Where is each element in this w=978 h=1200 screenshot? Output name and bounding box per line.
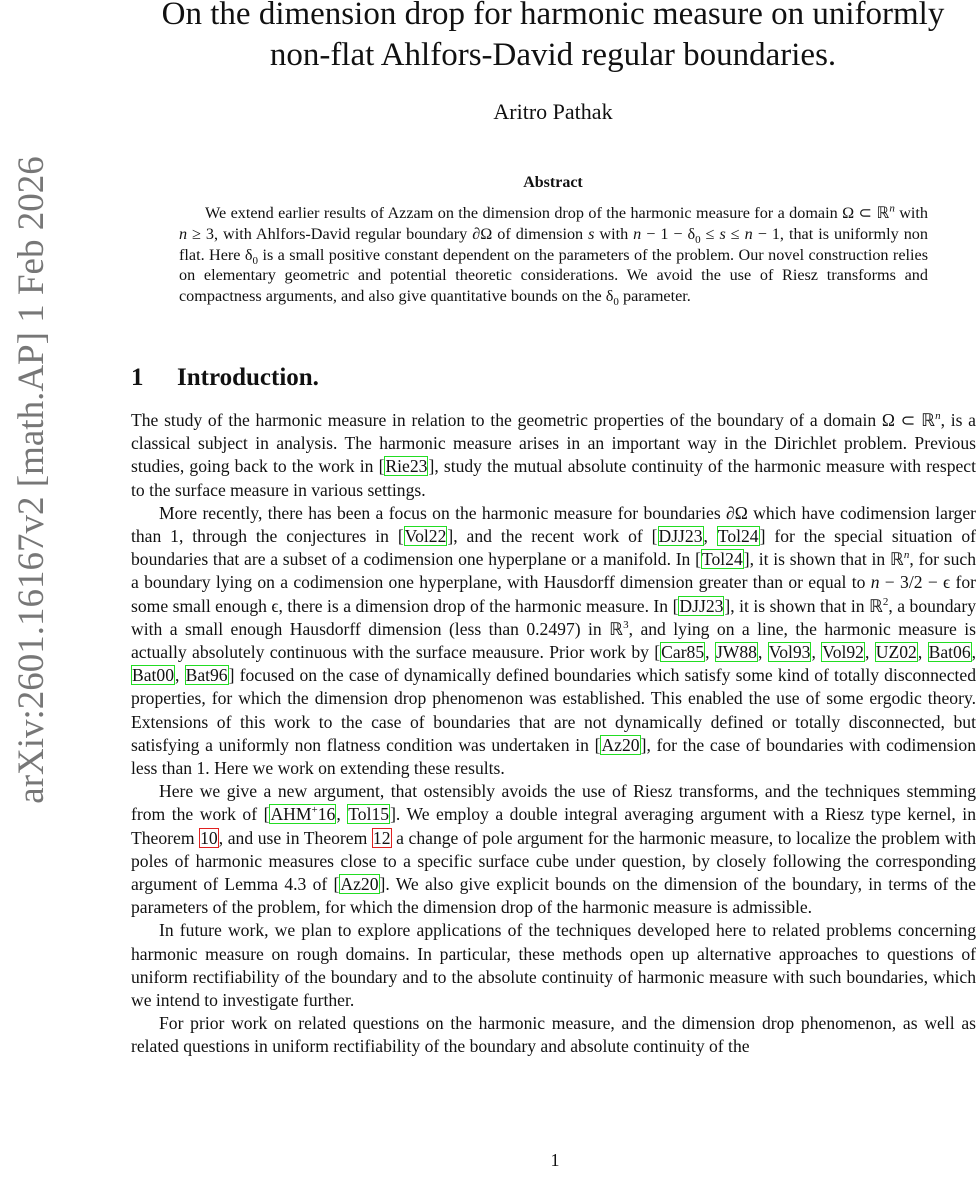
author-name: Aritro Pathak (493, 99, 613, 124)
section-number: 1 (131, 364, 144, 391)
theorem-ref-link[interactable]: 10 (200, 827, 218, 848)
citation-link[interactable]: Vol22 (404, 526, 447, 547)
page-number: 1 (550, 1150, 560, 1170)
title-line-1: On the dimension drop for harmonic measure on uniformly (161, 0, 945, 32)
section-heading (131, 364, 319, 392)
paragraph-3: Here we give a new argument, that ostensibly avoids the use of Riesz transforms, and the techniques stemming from the work of [AHM+16, Tol15]. We employ a double integral averaging argument with a Riesz type kernel, in Theorem 10, and use in Theorem 12 a change of pole argument for the harmonic measure, to localize the problem with poles of harmonic measures close to a specific surface cube under question, by closely following the corresponding argument of Lemma 4.3 of [Az20]. We also give explicit bounds on the dimension of the boundary, in terms of the parameters of the problem, for which the dimension drop of the harmonic measure is admissible. (131, 781, 976, 918)
citation-link[interactable]: UZ02 (875, 642, 917, 663)
citation-link[interactable]: Vol93 (768, 642, 811, 663)
abstract-heading: Abstract (523, 174, 583, 191)
citation-link[interactable]: Rie23 (385, 456, 428, 477)
citation-link[interactable]: Bat00 (132, 665, 175, 686)
arxiv-identifier: arXiv:2601.16167v2 [math.AP] 1 Feb 2026 (11, 156, 52, 804)
citation-link[interactable]: AHM+16 (270, 804, 336, 825)
citation-link[interactable]: DJJ23 (679, 595, 724, 616)
introduction-body (131, 409, 976, 1059)
paragraph-1: The study of the harmonic measure in relation to the geometric properties of the boundary of a domain Ω ⊂ ℝ$^n$, is a classical subject in analysis. The harmonic measure arises in an important way in the Dirichlet problem. Previous studies, going back to the work in [Rie23], study the mutual absolute continuity of the harmonic measure with respect to the surface measure in various settings. (131, 410, 976, 500)
paragraph-4: In future work, we plan to explore applications of the techniques developed here to related problems concerning harmonic measure on rough domains. In particular, these methods open up alternative approaches to questions of uniform rectifiability of the boundary and to the absolute continuity of harmonic measure with such boundaries, which we intend to investigate further. (131, 920, 976, 1011)
citation-link[interactable]: Car85 (661, 642, 705, 663)
citation-link[interactable]: Tol15 (348, 804, 390, 825)
paper-title (130, 0, 976, 76)
citation-link[interactable]: Bat96 (185, 665, 228, 686)
abstract-body (179, 203, 928, 307)
citation-link[interactable]: Bat06 (928, 642, 971, 663)
abstract-paragraph: We extend earlier results of Azzam on the dimension drop of the harmonic measure for a domain Ω ⊂ ℝ$^n$ with n ≥ 3, with Ahlfors-David regular boundary ∂Ω of dimension s with $n - 1 - \delta_0 \le s \le n - 1$, that is uniformly non flat. Here $\delta_0$ is a small positive constant dependent on the parameters of the problem. Our novel construction relies on elementary geometric and potential theoretic considerations. We avoid the use of Riesz transforms and compactness arguments, and also give quantitative bounds on the $\delta_0$ parameter. (179, 202, 929, 309)
theorem-ref-link[interactable]: 12 (372, 827, 391, 848)
paragraph-2: More recently, there has been a focus on the harmonic measure for boundaries ∂Ω which have codimension larger than 1, through the conjectures in [Vol22], and the recent work of [DJJ23, Tol24] for the special situation of boundaries that are a subset of a codimension one hyperplane or a manifold. In [Tol24], it is shown that in ℝ$^n$, for such a boundary lying on a codimension one hyperplane, with Hausdorff dimension greater than or equal to n − 3/2 − ϵ for some small enough ϵ, there is a dimension drop of the harmonic measure. In [DJJ23], it is shown that in ℝ$^2$, a boundary with a small enough Hausdorff dimension (less than 0.2497) in ℝ$^3$, and lying on a line, the harmonic measure is actually absolutely continuous with the surface meausure. Prior work by [Car85, JW88, Vol93, Vol92, UZ02, Bat06, Bat00, Bat96] focused on the case of dynamically defined boundaries which satisfy some kind of totally disconnected properties, for which the dimension drop phenomenon was established. This enabled the use of some ergodic theory. Extensions of this work to the case of boundaries that are not dynamically defined or totally disconnected, but satisfying a uniformly non flatness condition was undertaken in [Az20], for the case of boundaries with codimension less than 1. Here we work on extending these results. (131, 502, 977, 779)
citation-link[interactable]: DJJ23 (658, 526, 703, 547)
section-title: Introduction. (177, 364, 319, 391)
citation-link[interactable]: Tol24 (701, 549, 743, 570)
citation-link[interactable]: Az20 (601, 734, 640, 755)
citation-link[interactable]: Vol92 (822, 642, 864, 663)
citation-link[interactable]: Tol24 (717, 526, 759, 547)
title-line-2: non-flat Ahlfors-David regular boundaries. (269, 37, 837, 73)
paragraph-5: For prior work on related questions on the harmonic measure, and the dimension drop phenomenon, as well as related questions in uniform rectifiability of the boundary and absolute continuity of the (131, 1013, 976, 1057)
citation-link[interactable]: Az20 (340, 874, 379, 895)
citation-link[interactable]: JW88 (715, 642, 757, 663)
